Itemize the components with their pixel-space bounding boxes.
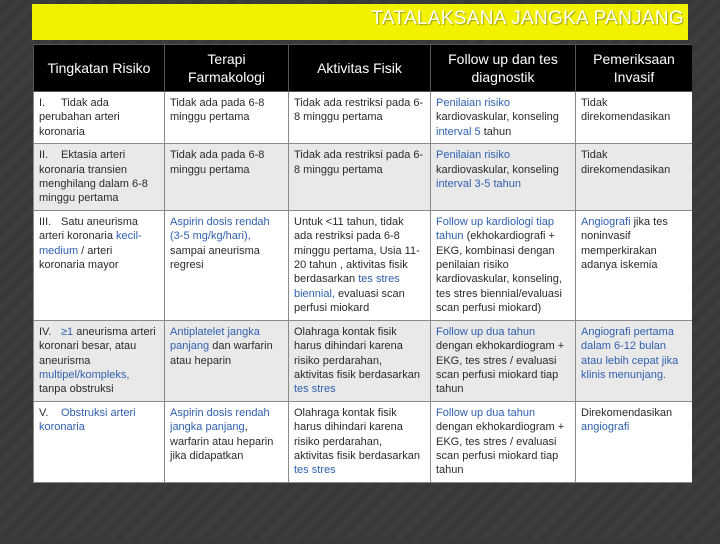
header-invasive-exam: Pemeriksaan Invasif [576,45,693,92]
table-row [34,401,693,482]
row-number: III. [39,215,52,228]
header-risk-level: Tingkatan Risiko [34,45,165,92]
cell-text: , warfarin atau heparin jika didapatkan [170,421,274,462]
cell-physical-activity [289,144,431,211]
cell-followup-diagnostic [431,320,576,401]
cell-pharmacologic-therapy [165,210,289,320]
highlighted-text: ≥1 [61,325,74,338]
highlighted-text: tes stres biennial, [294,273,400,300]
slide-title: TATALAKSANA JANGKA PANJANG [371,8,684,29]
cell-text: Olahraga kontak fisik harus dihindari karena risiko perdarahan, aktivitas fisik berdasarkan [294,325,420,381]
highlighted-text: Follow up dua tahun [436,406,536,419]
header-row [34,45,693,92]
cell-text: dan warfarin atau heparin [170,340,273,367]
row-number: I. [39,97,46,109]
cell-text: Tidak ada restriksi pada 6-8 minggu pertama [294,97,424,124]
highlighted-text: kecil-medium [39,230,142,257]
cell-text: Satu aneurisma arteri koronaria [39,215,139,243]
cell-risk-level [34,401,165,482]
row-number: V. [39,406,49,419]
cell-followup-diagnostic [431,401,576,482]
header-pharmacologic-therapy: Terapi Farmakologi [165,45,289,92]
cell-text: kardiovaskular, konseling [436,111,559,124]
cell-text: Olahraga kontak fisik harus dihindari karena risiko perdarahan, aktivitas fisik berdasarkan [294,406,420,462]
cell-physical-activity [289,92,431,144]
highlighted-text: Antiplatelet jangka panjang [170,325,260,353]
cell-physical-activity [289,210,431,320]
cell-text: jika tes noninvasif memperkirakan adanya iskemia [581,215,668,272]
cell-text: evaluasi scan perfusi miokard [294,287,405,315]
header-followup-diagnostic: Follow up dan tes diagnostik [431,45,576,92]
highlighted-text: Obstruksi arteri koronaria [39,406,136,434]
highlighted-text: interval 3-5 tahun [436,178,521,191]
table-row [34,144,693,211]
cell-risk-level [34,320,165,401]
cell-text: Tidak ada pada 6-8 minggu pertama [170,149,265,176]
cell-text: dengan ekhokardiogram + EKG, tes stres / evaluasi scan perfusi miokard tiap tahun [436,421,565,477]
cell-text: sampai aneurisma regresi [170,244,260,272]
cell-invasive-exam [576,92,693,144]
cell-pharmacologic-therapy [165,401,289,482]
cell-text: Direkomendasikan [581,406,673,419]
cell-followup-diagnostic [431,92,576,144]
highlighted-text: interval 5 [436,125,481,138]
cell-text: Untuk <11 tahun, tidak ada restriksi pada 6-8 minggu pertama, Usia 11-20 tahun , aktivitas fisik berdasarkan [294,215,420,286]
cell-physical-activity [289,401,431,482]
highlighted-text: Follow up kardiologi tiap tahun [436,215,555,243]
row-number: IV. [39,325,52,338]
cell-text: Tidak ada perubahan arteri koronaria [39,97,120,138]
cell-physical-activity [289,320,431,401]
management-table [33,44,692,483]
cell-invasive-exam [576,320,693,401]
highlighted-text: Angiografi pertama dalam 6-12 bulan atau lebih cepat jika klinis menunjang. [581,325,679,381]
cell-text: tahun [480,125,512,138]
header-physical-activity: Aktivitas Fisik [289,45,431,92]
cell-invasive-exam [576,144,693,211]
cell-text: Tidak direkomendasikan [581,149,671,176]
highlighted-text: Angiografi [581,215,631,228]
cell-risk-level [34,144,165,211]
cell-pharmacologic-therapy [165,92,289,144]
table-row [34,320,693,401]
cell-text: kardiovaskular, konseling [436,163,559,176]
row-number: II. [39,149,49,162]
cell-risk-level [34,92,165,144]
cell-invasive-exam [576,401,693,482]
cell-text: dengan ekhokardiogram + EKG, tes stres / evaluasi scan perfusi miokard tiap tahun [436,340,565,396]
table-row [34,92,693,144]
cell-pharmacologic-therapy [165,144,289,211]
cell-risk-level [34,210,165,320]
cell-pharmacologic-therapy [165,320,289,401]
cell-text: tanpa obstruksi [39,383,114,396]
cell-text: Tidak ada restriksi pada 6-8 minggu pertama [294,149,424,176]
cell-text: / arteri koronaria mayor [39,244,119,272]
cell-followup-diagnostic [431,144,576,211]
table-row [34,210,693,320]
cell-text: Ektasia arteri koronaria transien menghilang dalam 6-8 minggu pertama [39,149,148,205]
highlighted-text: multipel/kompleks, [39,368,130,381]
highlighted-text: Penilaian risiko [436,149,510,162]
highlighted-text: tes stres [294,464,336,477]
cell-text: aneurisma arteri koronari besar, atau aneurisma [39,325,156,367]
highlighted-text: Penilaian risiko [436,97,510,109]
cell-text: Tidak ada pada 6-8 minggu pertama [170,97,265,124]
highlighted-text: Follow up dua tahun [436,325,536,338]
highlighted-text: Aspirin dosis rendah (3-5 mg/kg/hari), [170,215,270,243]
cell-followup-diagnostic [431,210,576,320]
highlighted-text: Aspirin dosis rendah jangka panjang [170,406,270,434]
highlighted-text: tes stres [294,383,336,396]
cell-text: Tidak direkomendasikan [581,97,671,124]
table-container [33,44,692,544]
cell-text: (ekhokardiografi + EKG, kombinasi dengan penilaian risiko kardiovaskular, konseling, tes stres biennial/evaluasi scan perfusi miokard) [436,230,562,315]
cell-invasive-exam [576,210,693,320]
highlighted-text: angiografi [581,421,630,434]
